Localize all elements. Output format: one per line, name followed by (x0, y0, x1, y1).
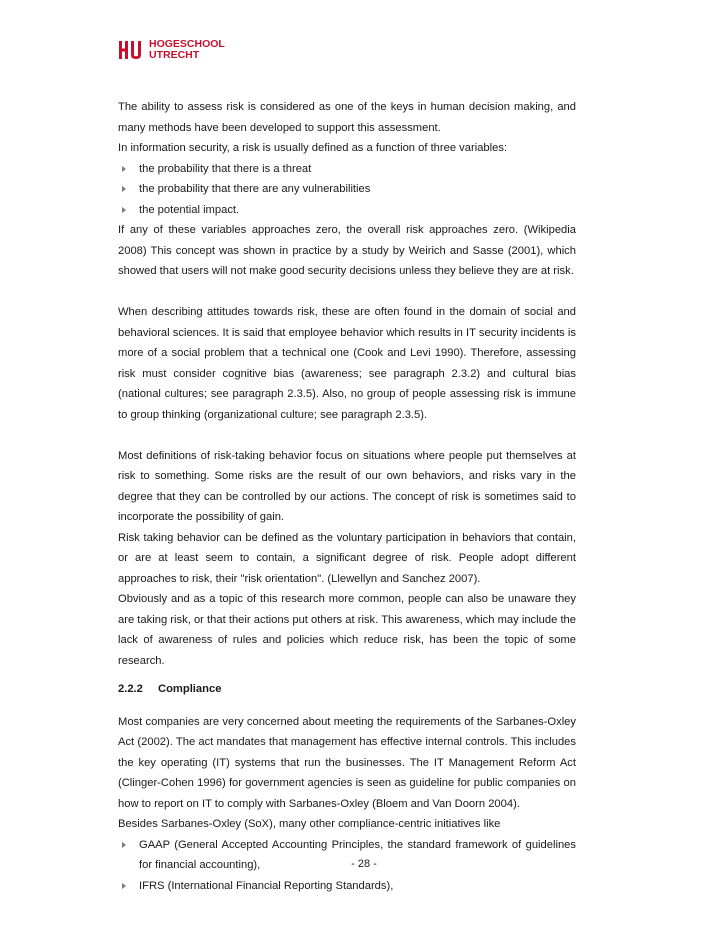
paragraph-6: Risk taking behavior can be defined as the voluntary participation in behaviors that contain, or are at least seem to contain, a significant degree of risk. People adopt different approaches to risk, their "risk orientation". (Llewellyn and Sanchez 2007). (118, 531, 576, 585)
section-number: 2.2.2 (118, 683, 143, 695)
paragraph-gap (118, 700, 576, 712)
bullet-arrow-icon (122, 207, 126, 213)
paragraph-9: Besides Sarbanes-Oxley (SoX), many other compliance-centric initiatives like (118, 818, 501, 830)
paragraph-5: Most definitions of risk-taking behavior focus on situations where people put themselves at risk to something. Some risks are the result of our own behaviors, and risks vary in the degree that they can be controlled by our actions. The concept of risk is sometimes said to incorporate the possibility of gain. (118, 449, 576, 523)
section-heading (118, 679, 576, 700)
list-item (118, 159, 576, 180)
list-item (118, 200, 576, 221)
list-item-text: the probability that there is a threat (139, 162, 312, 175)
hu-logo-icon (119, 38, 143, 62)
list-item-text: GAAP (General Accepted Accounting Principles, the standard framework of guidelines for financial accounting), (139, 838, 576, 871)
paragraph-gap (118, 282, 576, 303)
bullet-arrow-icon (122, 186, 126, 192)
bullet-list-variables (118, 159, 576, 221)
logo-line-1: HOGESCHOOL (149, 38, 225, 50)
list-item (118, 179, 576, 200)
logo-line-2: UTRECHT (149, 49, 200, 61)
page-number: - 28 - (351, 858, 377, 870)
bullet-arrow-icon (122, 883, 126, 889)
paragraph-1: The ability to assess risk is considered as one of the keys in human decision making, and many methods have been developed to support this assessment. (118, 101, 576, 134)
paragraph-gap (118, 671, 576, 679)
paragraph-4: When describing attitudes towards risk, these are often found in the domain of social and behavioral sciences. It is said that employee behavior which results in IT security incidents is more of a social problem that a technical one (Cook and Levi 1990). Therefore, assessing risk must consider cognitive bias (awareness; see paragraph 2.3.2) and cultural bias (national cultures; see paragraph 2.3.5). Also, no group of people assessing risk is immune to group thinking (organizational culture; see paragraph 2.3.5). (118, 306, 576, 421)
section-title: Compliance (158, 683, 222, 695)
paragraph-2: In information security, a risk is usually defined as a function of three variables: (118, 142, 508, 154)
body-text (118, 97, 576, 896)
paragraph-3: If any of these variables approaches zero, the overall risk approaches zero. (Wikipedia 2008) This concept was shown in practice by a study by Weirich and Sasse (2001), which showed that users will not make good security decisions unless they believe they are at risk. (118, 224, 576, 277)
logo-text (149, 39, 225, 61)
hu-logo-mark (119, 38, 141, 62)
paragraph-gap (118, 425, 576, 446)
bullet-arrow-icon (122, 166, 126, 172)
paragraph-7: Obviously and as a topic of this research more common, people can also be unaware they are taking risk, or that their actions put others at risk. This awareness, which may include the lack of awareness of rules and policies which reduce risk, has been the topic of some research. (118, 593, 576, 667)
list-item-text: IFRS (International Financial Reporting Standards), (139, 879, 394, 892)
list-item-text: the probability that there are any vulnerabilities (139, 183, 371, 195)
paragraph-8: Most companies are very concerned about meeting the requirements of the Sarbanes-Oxley Act (2002). The act mandates that management has effective internal controls. This includes the key operating (IT) systems that run the businesses. The IT Management Reform Act (Clinger-Cohen 1996) for government agencies is seen as guideline for public companies on how to report on IT to comply with Sarbanes-Oxley (Bloem and Van Doorn 2004). (118, 715, 576, 810)
list-item (118, 876, 576, 897)
list-item-text: the potential impact. (139, 203, 240, 216)
bullet-arrow-icon (122, 842, 126, 848)
